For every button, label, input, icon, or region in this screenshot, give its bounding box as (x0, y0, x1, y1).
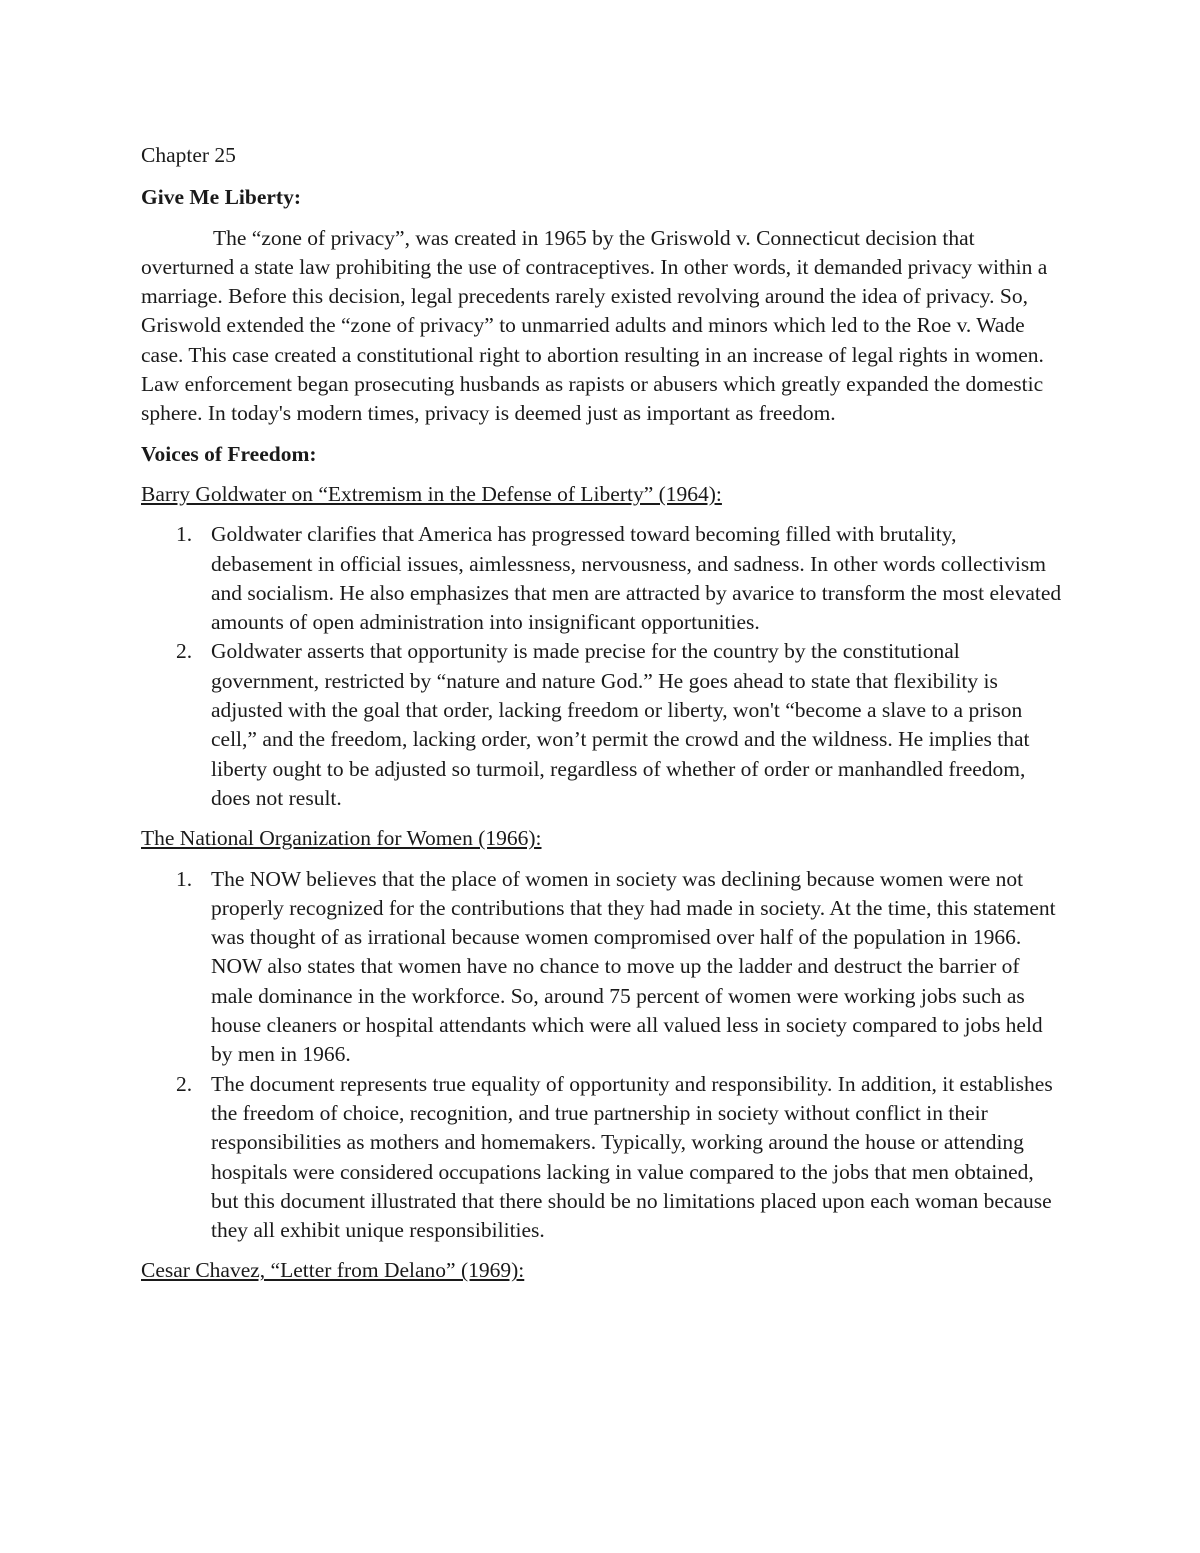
subheading-now: The National Organization for Women (1966): (141, 826, 542, 851)
list-item-number: 2. (176, 1071, 193, 1096)
list-item (141, 1070, 1063, 1246)
list-item-number: 1. (176, 522, 193, 547)
give-me-liberty-paragraph: The “zone of privacy”, was created in 1965 by the Griswold v. Connecticut decision that overturned a state law prohibiting the use of contraceptives. In other words, it demanded privacy within a marriage. Before this decision, legal precedents rarely existed revolving around the idea of privacy. So, Griswold extended the “zone of privacy” to unmarried adults and minors which led to the Roe v. Wade case. This case created a constitutional right to abortion resulting in an increase of legal rights in women. Law enforcement began prosecuting husbands as rapists or abusers which greatly expanded the domestic sphere. In today's modern times, privacy is deemed just as important as freedom. (141, 225, 1048, 426)
now-list (141, 865, 1063, 1246)
list-item-text: The NOW believes that the place of women in society was declining because women were not properly recognized for the contributions that they had made in society. At the time, this statement was thought of as irrational because women compromised over half of the population in 1966. NOW also states that women have no chance to move up the ladder and destruct the barrier of male dominance in the workforce. So, around 75 percent of women were working jobs such as house cleaners or hospital attendants which were all valued less in society compared to jobs held by men in 1966. (211, 866, 1056, 1067)
subheading-goldwater: Barry Goldwater on “Extremism in the Defense of Liberty” (1964): (141, 481, 722, 506)
list-item (141, 520, 1063, 637)
list-item-number: 2. (176, 639, 193, 664)
list-item-text: Goldwater asserts that opportunity is made precise for the country by the constitutional government, restricted by “nature and nature God.” He goes ahead to state that flexibility is adjusted with the goal that order, lacking freedom or liberty, won't “become a slave to a prison cell,” and the freedom, lacking order, won’t permit the crowd and the wildness. He implies that liberty ought to be adjusted so turmoil, regardless of whether of order or manhandled freedom, does not result. (211, 639, 1030, 810)
chapter-label: Chapter 25 (141, 143, 236, 167)
list-item (141, 637, 1063, 813)
list-item-number: 1. (176, 866, 193, 891)
section-heading-give-me-liberty: Give Me Liberty: (141, 185, 302, 210)
subheading-chavez: Cesar Chavez, “Letter from Delano” (1969): (141, 1258, 525, 1283)
list-item-text: Goldwater clarifies that America has progressed toward becoming filled with brutality, debasement in official issues, aimlessness, nervousness, and sadness. In other words collectivism and socialism. He also emphasizes that men are attracted by avarice to transform the most elevated amounts of open administration into insignificant opportunities. (211, 522, 1062, 635)
list-item-text: The document represents true equality of opportunity and responsibility. In addition, it establishes the freedom of choice, recognition, and true partnership in society without conflict in their responsibilities as mothers and homemakers. Typically, working around the house or attending hospitals were considered occupations lacking in value compared to the jobs that men obtained, but this document illustrated that there should be no limitations placed upon each woman because they all exhibit unique responsibilities. (211, 1071, 1053, 1243)
document-page (141, 141, 1063, 1297)
list-item (141, 865, 1063, 1070)
section-heading-voices-of-freedom: Voices of Freedom: (141, 441, 317, 466)
goldwater-list (141, 520, 1063, 813)
